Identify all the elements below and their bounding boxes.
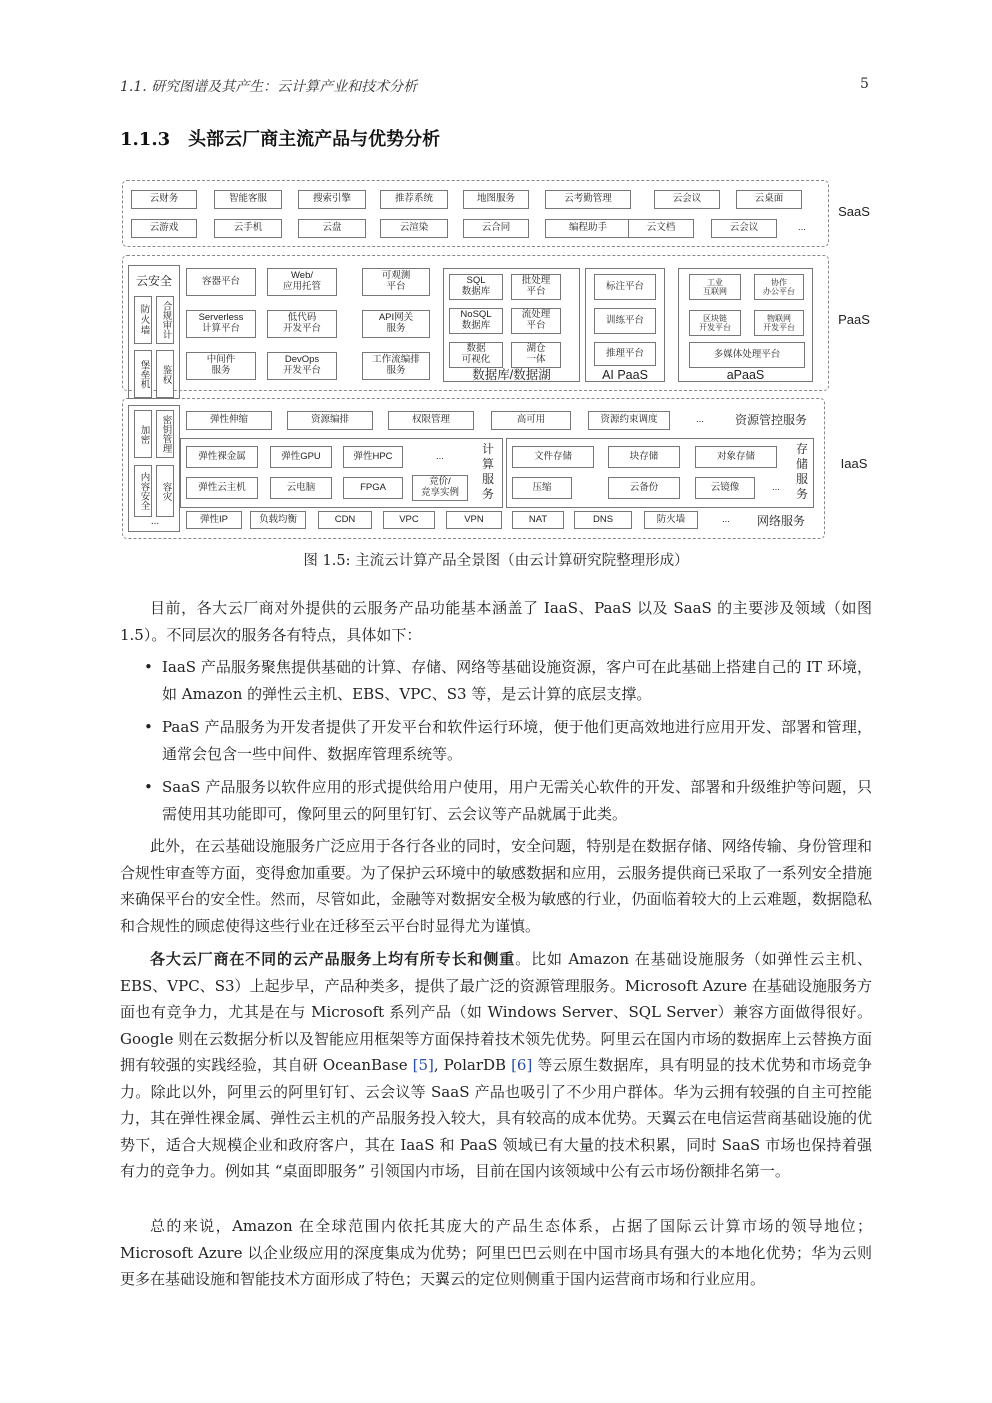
saas-product: 地图服务 — [463, 190, 529, 209]
saas-product: 云桌面 — [736, 190, 802, 209]
cloud-products-figure — [0, 0, 992, 560]
security-keymgmt-box — [156, 410, 174, 458]
security-encrypt: 加密 — [138, 424, 150, 444]
security-dr: 容灾 — [160, 481, 172, 501]
vendors-text-a: 。比如 Amazon 在基础设施服务（如弹性云主机、EBS、VPC、S3）上起步早，产品种类多，提供了最广泛的资源管理服务。Microsoft Azure 在基础设施服务方面也有竞争力，尤其是在与 Microsoft 系列产品（如 Windows Server、SQL Server）兼容方面做得很好。Google 则在云数据分析以及智能应用框架等方面保持着技术领先优势。阿里云在国内市场的数据库上云替换方面拥有较强的实践经验，其自研 OceanBase — [120, 950, 872, 1074]
saas-product: 云文档 — [628, 219, 694, 238]
security-bastion: 堡垒机 — [138, 359, 150, 389]
storage-service: 对象存储 — [695, 446, 777, 468]
citation-6[interactable]: [6] — [511, 1056, 533, 1074]
security-more: ... — [150, 516, 160, 527]
paas-service: Serverless 计算平台 — [186, 310, 256, 338]
section-number: 1.1.3 — [120, 129, 171, 150]
saas-product: 推荐系统 — [380, 190, 448, 209]
security-content: 内容安全 — [138, 472, 150, 510]
network-service: CDN — [318, 511, 372, 529]
paas-service: API网关 服务 — [362, 310, 430, 338]
resource-service: 权限管理 — [388, 411, 474, 430]
apaas-service: 工业 互联网 — [689, 274, 741, 300]
storage-service: 压缩 — [512, 477, 572, 499]
resource-mgmt-label: 资源管控服务 — [734, 413, 807, 427]
saas-product: 云手机 — [214, 219, 282, 238]
apaas-service: 协作 办公平台 — [754, 274, 804, 300]
compute-label: 计算服务 — [481, 442, 494, 501]
security-firewall: 防火墙 — [138, 304, 150, 336]
db-service: 湖仓 一体 — [511, 342, 561, 368]
apaas-service: 区块链 开发平台 — [689, 310, 741, 336]
network-service: 防火墙 — [644, 511, 698, 529]
citation-5[interactable]: [5] — [412, 1056, 434, 1074]
paas-service: DevOps 开发平台 — [267, 352, 337, 380]
section-title: 头部云厂商主流产品与优势分析 — [188, 129, 441, 150]
compute-service: 弹性HPC — [343, 446, 403, 468]
running-header: 1.1. 研究图谱及其产生：云计算产业和技术分析 — [120, 79, 418, 95]
saas-product: 云合同 — [463, 219, 529, 238]
compute-service: FPGA — [343, 477, 403, 499]
ai-service: 推理平台 — [594, 342, 656, 366]
paas-service: 低代码 开发平台 — [267, 310, 337, 338]
paas-label: PaaS — [838, 312, 870, 327]
saas-product: 智能客服 — [214, 190, 282, 209]
storage-service: 云备份 — [608, 477, 680, 499]
resource-service: 弹性伸缩 — [186, 411, 272, 430]
resource-service: ... — [690, 411, 710, 430]
paas-service: Web/ 应用托管 — [267, 268, 337, 296]
ai-service: 标注平台 — [594, 274, 656, 300]
compute-service: 弹性裸金属 — [186, 446, 258, 468]
saas-product: 云会议 — [711, 219, 777, 238]
bullet-paas: • PaaS 产品服务为开发者提供了开发平台和软件运行环境，便于他们更高效地进行应用开发、部署和管理，通常会包含一些中间件、数据库管理系统等。 — [162, 714, 872, 767]
saas-product: 云游戏 — [131, 219, 197, 238]
figure-caption: 图 1.5: 主流云计算产品全景图（由云计算研究院整理形成） — [303, 553, 689, 569]
security-compliance-box — [156, 296, 174, 344]
vendors-text-c: 等云原生数据库，具有明显的技术优势和市场竞争力。除此以外，阿里云的阿里钉钉、云会议等 SaaS 产品也吸引了不少用户群体。华为云拥有较强的自主可控能力，其在弹性裸金属、弹性云主机的产品服务投入较大，具有较高的成本优势。天翼云在电信运营商基础设施的优势下，适合大规模企业和政府客户，其在 IaaS 和 PaaS 领域已有大量的技术积累，同时 SaaS 市场也保持着强有力的竞争力。例如其 “桌面即服务” 引领国内市场，目前在国内该领域中公有云市场份额排名第一。 — [120, 1056, 872, 1180]
storage-service: 云镜像 — [695, 477, 755, 499]
bullet-iaas: • IaaS 产品服务聚焦提供基础的计算、存储、网络等基础设施资源，客户可在此基础上搭建自己的 IT 环境，如 Amazon 的弹性云主机、EBS、VPC、S3 等，是云计算的底层支撑。 — [162, 654, 872, 707]
iaas-label: IaaS — [840, 456, 868, 471]
security-auth-box — [156, 350, 174, 398]
apaas-service: 物联网 开发平台 — [754, 310, 804, 336]
saas-product: 编程助手 — [545, 219, 631, 238]
storage-service: 文件存储 — [512, 446, 594, 468]
paas-service: 工作流编排 服务 — [362, 352, 430, 380]
db-service: NoSQL 数据库 — [449, 308, 503, 334]
network-service: 弹性IP — [186, 511, 242, 529]
page-number: 5 — [860, 76, 869, 92]
paas-service: 可观测 平台 — [362, 268, 430, 296]
network-service: ... — [716, 511, 736, 529]
saas-product: 云会议 — [654, 190, 720, 209]
paas-service: 中间件 服务 — [186, 352, 256, 380]
security-bastion-box — [134, 350, 152, 398]
network-service: 负载均衡 — [250, 511, 306, 529]
db-group-label: 数据库/数据湖 — [472, 368, 551, 382]
db-service: SQL 数据库 — [449, 274, 503, 300]
compute-service: ... — [412, 446, 468, 468]
network-service: DNS — [574, 511, 632, 529]
storage-service: ... — [766, 477, 786, 499]
network-service: VPC — [383, 511, 435, 529]
cloud-security-title: 云安全 — [135, 274, 172, 288]
ai-service: 训练平台 — [594, 308, 656, 334]
saas-product: 搜索引擎 — [298, 190, 366, 209]
security-firewall-box — [134, 296, 152, 344]
saas-product: 云渲染 — [380, 219, 448, 238]
apaas-group-label: aPaaS — [726, 368, 765, 382]
apaas-service: 多媒体处理平台 — [689, 342, 805, 368]
paragraph-intro: 目前，各大云厂商对外提供的云服务产品功能基本涵盖了 IaaS、PaaS 以及 SaaS 的主要涉及领域（如图 1.5）。不同层次的服务各有特点，具体如下： — [120, 599, 872, 644]
paragraph-summary: 总的来说，Amazon 在全球范围内依托其庞大的产品生态体系，占据了国际云计算市场的领导地位；Microsoft Azure 以企业级应用的深度集成为优势；阿里巴巴云则在中国市场具有强大的本地化优势；华为云则更多在基础设施和智能技术方面形成了特色；天翼云的定位则侧重于国内运营商市场和行业应用。 — [120, 1217, 872, 1288]
network-service: NAT — [512, 511, 564, 529]
compute-service: 弹性GPU — [270, 446, 332, 468]
resource-service: 高可用 — [491, 411, 571, 430]
security-compliance: 合规审计 — [160, 301, 172, 339]
ai-group-label: AI PaaS — [602, 368, 648, 382]
resource-service: 资源编排 — [287, 411, 373, 430]
security-auth: 鉴权 — [160, 364, 172, 384]
vendors-text-b: , PolarDB — [433, 1056, 512, 1074]
compute-service: 云电脑 — [270, 477, 332, 499]
storage-label: 存储服务 — [795, 442, 808, 501]
paragraph-vendors — [120, 946, 872, 1185]
saas-product: 云考勤管理 — [545, 190, 631, 209]
vendors-emphasis: 各大云厂商在不同的云产品服务上均有所专长和侧重 — [150, 950, 516, 968]
network-label: 网络服务 — [756, 514, 805, 528]
security-content-box — [134, 465, 152, 517]
network-service: VPN — [446, 511, 502, 529]
db-service: 批处理 平台 — [511, 274, 561, 300]
saas-more: ... — [790, 219, 814, 238]
saas-label: SaaS — [838, 204, 870, 219]
security-dr-box — [156, 465, 174, 517]
db-service: 数据 可视化 — [449, 342, 503, 368]
saas-product: 云盘 — [298, 219, 366, 238]
paas-service: 容器平台 — [186, 268, 256, 296]
paragraph-security: 此外，在云基础设施服务广泛应用于各行各业的同时，安全问题，特别是在数据存储、网络传输、身份管理和合规性审查等方面，变得愈加重要。为了保护云环境中的敏感数据和应用，云服务提供商已采取了一系列安全措施来确保平台的安全性。然而，尽管如此，金融等对数据安全极为敏感的行业，仍面临着较大的上云难题，数据隐私和合规性的顾虑使得这些行业在迁移至云平台时显得尤为谨慎。 — [120, 837, 872, 935]
bullet-saas: • SaaS 产品服务以软件应用的形式提供给用户使用，用户无需关心软件的开发、部署和升级维护等问题，只需使用其功能即可，像阿里云的阿里钉钉、云会议等产品就属于此类。 — [162, 774, 872, 827]
compute-service: 竞价/ 竞享实例 — [412, 475, 468, 501]
db-service: 流处理 平台 — [511, 308, 561, 334]
security-encrypt-box — [134, 410, 152, 458]
storage-service: 块存储 — [608, 446, 680, 468]
saas-product: 云财务 — [131, 190, 197, 209]
security-keymgmt: 密钥管理 — [160, 415, 172, 453]
resource-service: 资源约束调度 — [588, 411, 670, 430]
compute-service: 弹性云主机 — [186, 477, 258, 499]
